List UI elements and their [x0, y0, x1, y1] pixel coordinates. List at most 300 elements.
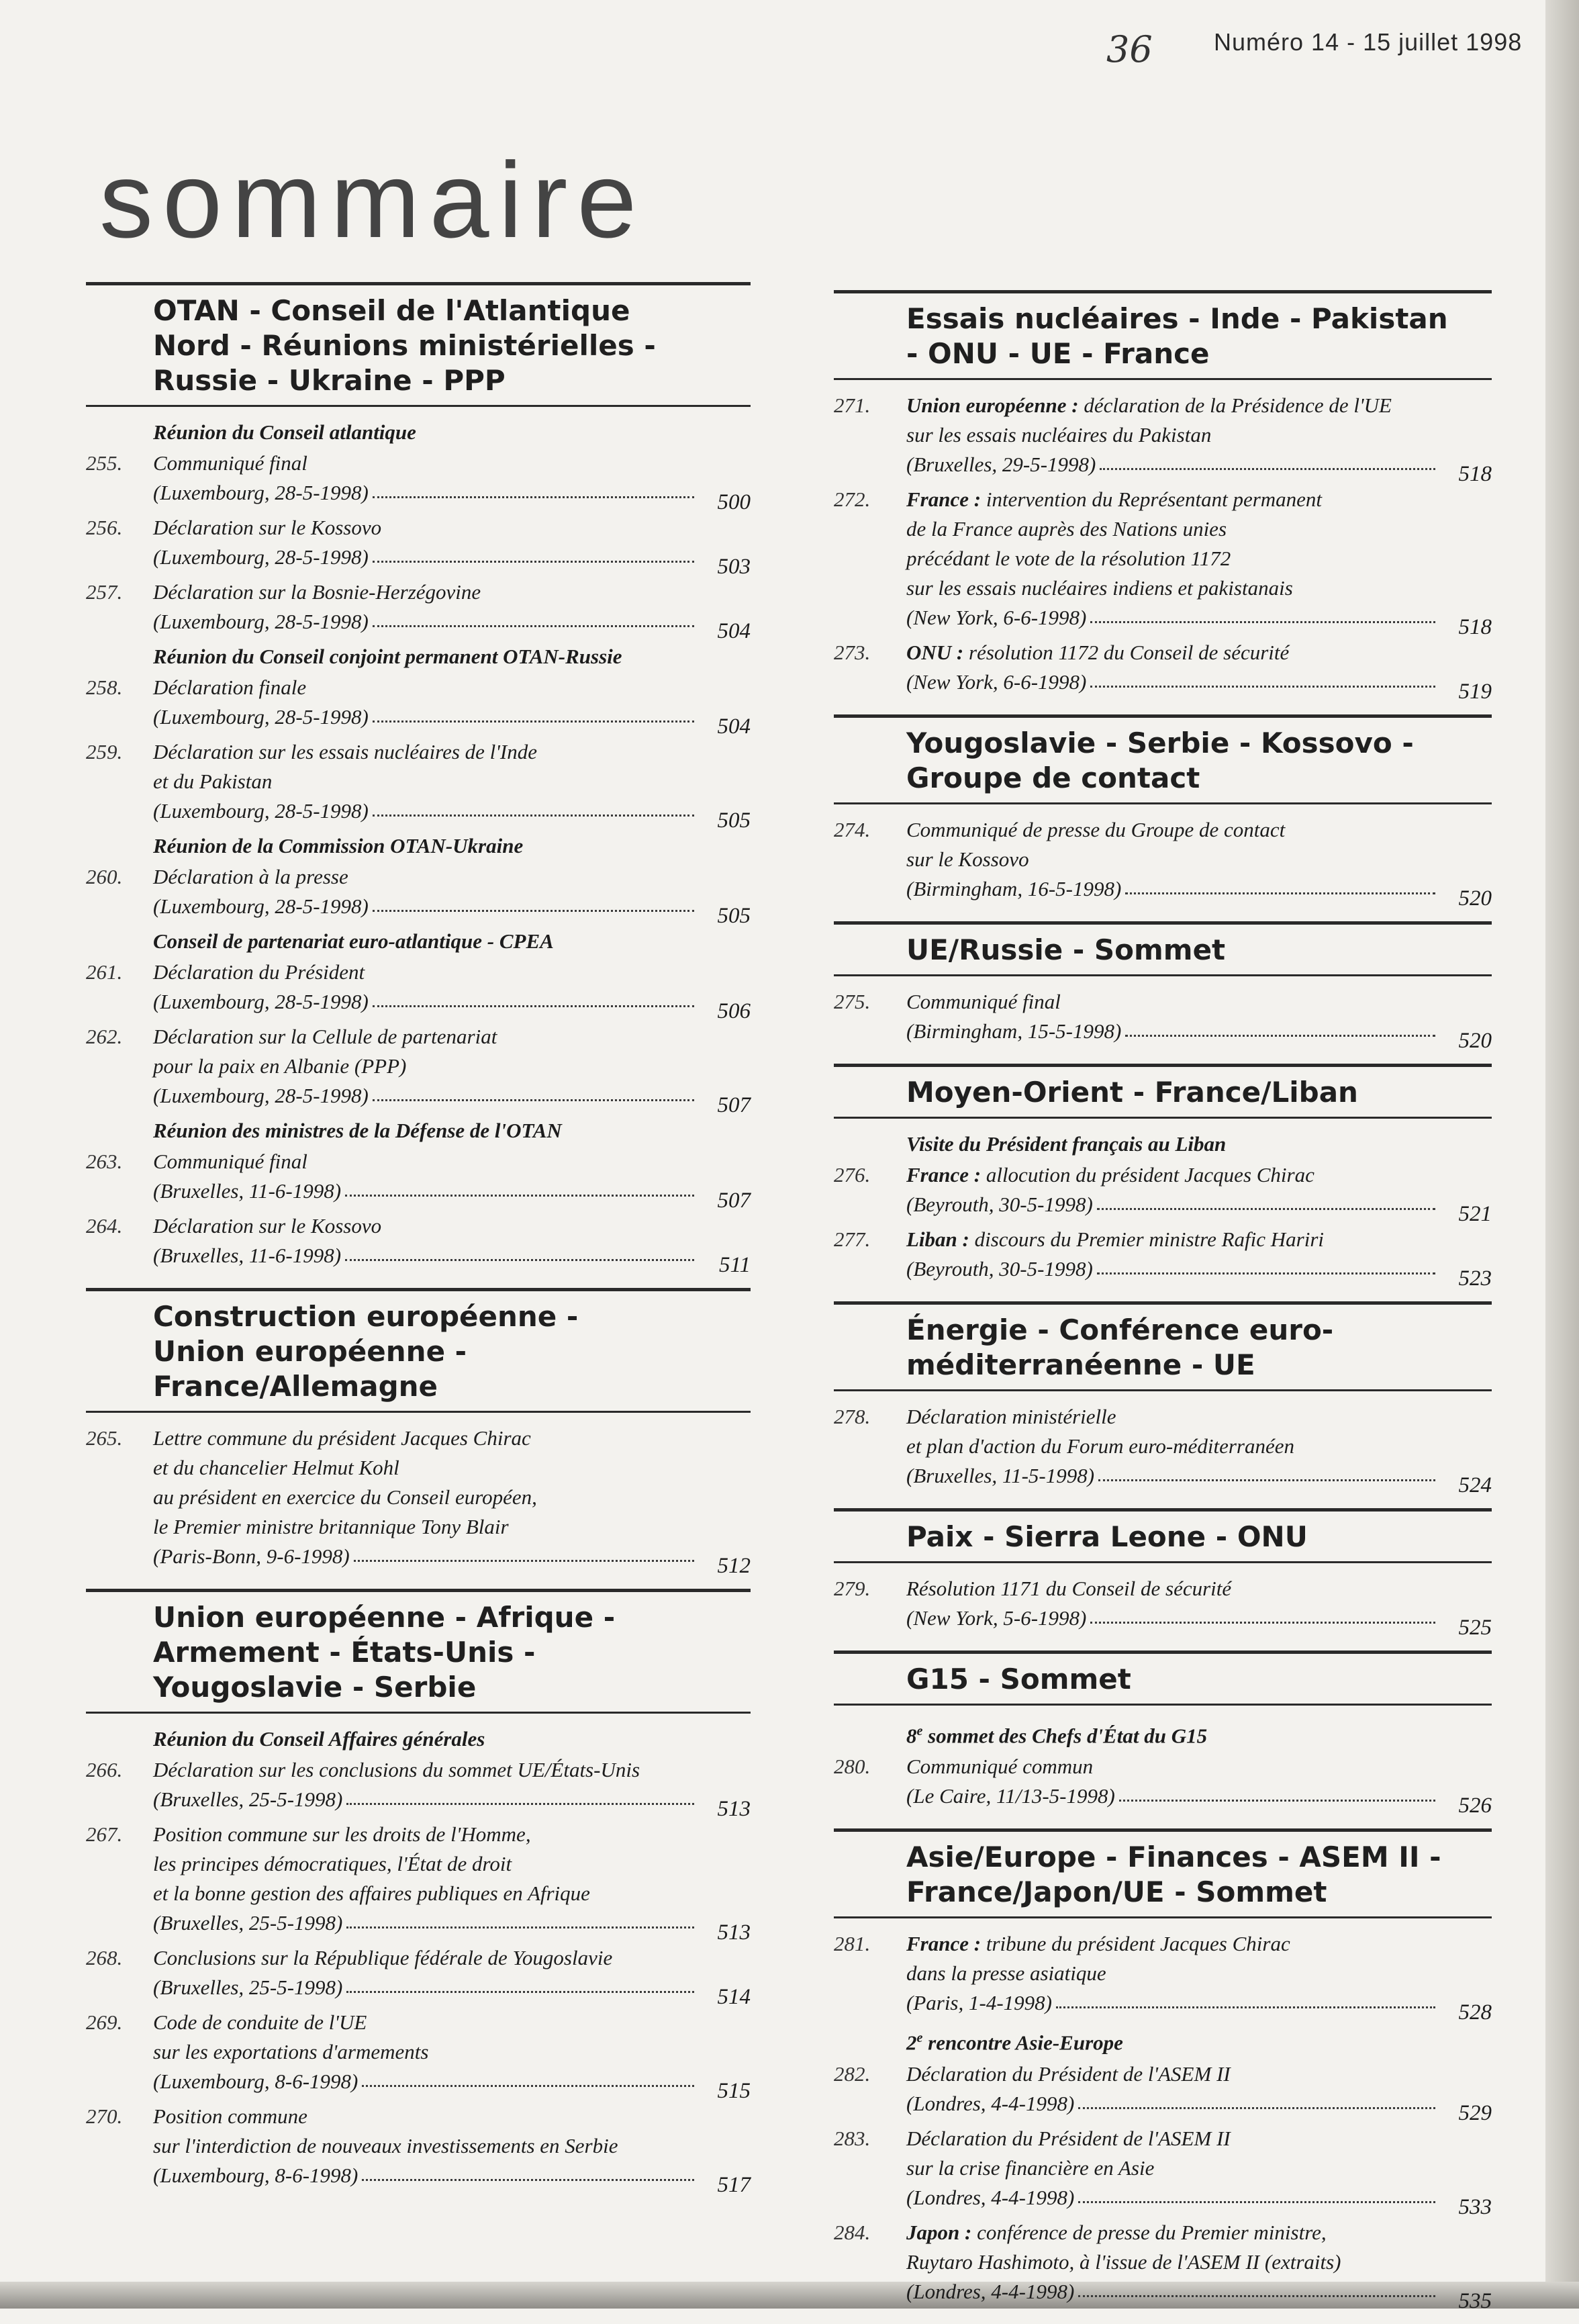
entry-title-line — [153, 2102, 751, 2131]
toc-entry[interactable] — [834, 485, 1492, 639]
group-label — [86, 642, 751, 671]
entry-page-number: 526 — [1458, 1794, 1492, 1818]
entry-lead: France : — [906, 1163, 982, 1187]
entry-number: 271. — [834, 393, 871, 417]
entry-text: allocution du président Jacques Chirac — [981, 1163, 1314, 1187]
entry-page-number: 517 — [717, 2173, 751, 2197]
dot-leader — [1090, 684, 1435, 688]
group-label-text: Réunion du Conseil Affaires générales — [153, 1727, 485, 1751]
entry-body — [153, 2008, 751, 2103]
section-title-line: OTAN - Conseil de l'Atlantique — [153, 294, 630, 327]
entry-text: de la France auprès des Nations unies — [906, 517, 1227, 541]
entry-number: 281. — [834, 1932, 871, 1956]
page-title: sommaire — [99, 140, 647, 260]
entry-page-number: 521 — [1458, 1202, 1492, 1226]
entry-place-line — [153, 2161, 751, 2197]
dot-leader — [1090, 1620, 1435, 1624]
entry-place-date: (Birmingham, 16-5-1998) — [906, 877, 1122, 900]
toc-entry[interactable] — [834, 1752, 1492, 1818]
entry-text: Déclaration du Président de l'ASEM II — [906, 2126, 1231, 2150]
toc-entry[interactable] — [834, 2218, 1492, 2313]
entry-page-number: 511 — [718, 1253, 751, 1277]
entry-body — [906, 638, 1492, 704]
entry-text: Position commune — [153, 2104, 307, 2128]
dot-leader — [373, 1004, 694, 1007]
entry-page-number: 520 — [1458, 1029, 1492, 1053]
entry-text: Communiqué final — [153, 451, 307, 475]
entry-text: et plan d'action du Forum euro-méditerranéen — [906, 1434, 1295, 1458]
entry-place-date: (Bruxelles, 25-5-1998) — [153, 1911, 343, 1935]
toc-entry[interactable] — [86, 2008, 751, 2103]
entry-text: pour la paix en Albanie (PPP) — [153, 1054, 407, 1078]
toc-entry[interactable] — [86, 1755, 751, 1821]
toc-entry[interactable] — [834, 987, 1492, 1053]
toc-entry[interactable] — [86, 577, 751, 643]
entry-text: conférence de presse du Premier ministre, — [971, 2220, 1327, 2244]
entry-page-number: 523 — [1458, 1266, 1492, 1291]
entry-place-date: (Bruxelles, 25-5-1998) — [153, 1787, 343, 1811]
toc-section — [834, 921, 1492, 1053]
toc-entry[interactable] — [86, 737, 751, 833]
entry-text: Communiqué de presse du Groupe de contact — [906, 818, 1286, 841]
right-column — [834, 290, 1492, 2324]
section-title-line: G15 - Sommet — [906, 1663, 1131, 1695]
entry-text: Déclaration sur la Cellule de partenariat — [153, 1025, 497, 1048]
entry-title-line — [153, 737, 751, 767]
entry-text: Lettre commune du président Jacques Chirac — [153, 1426, 531, 1450]
toc-section — [86, 282, 751, 1277]
toc-entry[interactable] — [86, 958, 751, 1023]
toc-entry[interactable] — [834, 1160, 1492, 1226]
entry-place-line — [153, 1973, 751, 2009]
section-header — [834, 1508, 1492, 1563]
entry-page-number: 505 — [717, 808, 751, 833]
section-header — [86, 1288, 751, 1413]
entry-body — [153, 737, 751, 833]
entry-text: Déclaration sur la Bosnie-Herzégovine — [153, 580, 481, 604]
entry-page-number: 503 — [717, 555, 751, 579]
section-title-line: France/Allemagne — [153, 1370, 438, 1403]
entry-number: 264. — [86, 1214, 123, 1238]
entry-page-number: 507 — [717, 1189, 751, 1213]
entry-number: 268. — [86, 1946, 123, 1969]
entry-number: 270. — [86, 2104, 123, 2128]
entry-text: Déclaration à la presse — [153, 865, 348, 888]
entry-page-number: 514 — [717, 1985, 751, 2009]
entry-place-date: (Paris, 1-4-1998) — [906, 1991, 1052, 2015]
entry-title-line — [153, 958, 751, 987]
entry-title-line — [906, 815, 1492, 845]
handwritten-page-number: 36 — [1106, 28, 1153, 71]
toc-section — [834, 714, 1492, 911]
entry-place-date: (Paris-Bonn, 9-6-1998) — [153, 1544, 350, 1568]
dot-leader — [346, 1990, 694, 1993]
section-title-line: Union européenne - Afrique - — [153, 1601, 616, 1634]
group-label-text: Réunion des ministres de la Défense de l'OTAN — [153, 1119, 562, 1142]
dot-leader — [1125, 1033, 1435, 1037]
dot-leader — [1078, 2200, 1435, 2203]
entry-number: 263. — [86, 1150, 123, 1173]
section-title-line: méditerranéenne - UE — [906, 1348, 1255, 1381]
group-label-ordinal: 2 — [906, 2031, 917, 2055]
entry-text: Déclaration ministérielle — [906, 1405, 1116, 1428]
entry-place-date: (Bruxelles, 11-6-1998) — [153, 1244, 342, 1267]
entry-page-number: 535 — [1458, 2288, 1492, 2313]
dot-leader — [373, 909, 694, 912]
entry-body — [906, 1225, 1492, 1291]
entry-text: et du chancelier Helmut Kohl — [153, 1456, 399, 1479]
entry-text: sur la crise financière en Asie — [906, 2155, 1155, 2180]
entry-place-date: (Luxembourg, 28-5-1998) — [153, 1084, 369, 1107]
entry-title-line — [153, 1849, 751, 1879]
dot-leader — [1100, 467, 1435, 470]
toc-entry[interactable] — [86, 1943, 751, 2009]
entry-text: Communiqué commun — [906, 1755, 1094, 1779]
entry-title-line — [906, 1225, 1492, 1254]
entry-place-line — [906, 1781, 1492, 1818]
entry-lead: France : — [906, 487, 982, 511]
group-label — [86, 418, 751, 447]
group-label — [834, 1716, 1492, 1751]
group-label-text: Réunion du Conseil conjoint permanent OTAN-Russie — [153, 645, 622, 668]
entry-place-date: (Bruxelles, 29-5-1998) — [906, 453, 1096, 476]
section-title-line: France/Japon/UE - Sommet — [906, 1875, 1327, 1909]
entry-title-line — [906, 1959, 1492, 1988]
entry-page-number: 512 — [717, 1554, 751, 1578]
entry-number: 279. — [834, 1577, 871, 1600]
section-header — [834, 290, 1492, 380]
entry-place-line — [906, 2277, 1492, 2313]
entry-title-line — [153, 1820, 751, 1849]
entry-body — [906, 815, 1492, 911]
entry-title-line — [153, 1453, 751, 1483]
entry-page-number: 515 — [717, 2079, 751, 2103]
entry-text: le Premier ministre britannique Tony Blair — [153, 1515, 509, 1538]
dot-leader — [354, 1559, 694, 1562]
toc-entry[interactable] — [86, 2102, 751, 2197]
entry-body — [906, 1929, 1492, 2025]
toc-entry[interactable] — [86, 862, 751, 928]
entry-title-line — [153, 577, 751, 607]
entry-text: précédant le vote de la résolution 1172 — [906, 547, 1231, 570]
section-title-line: Yougoslavie - Serbie - Kossovo - — [906, 727, 1414, 759]
entry-text: sur les essais nucléaires indiens et pakistanais — [906, 576, 1293, 600]
entry-text: sur le Kossovo — [906, 847, 1029, 871]
entry-text: Déclaration sur le Kossovo — [153, 516, 382, 539]
dot-leader — [1090, 620, 1435, 623]
section-title-line: Groupe de contact — [906, 761, 1200, 794]
entry-place-line — [906, 1461, 1492, 1497]
entry-page-number: 500 — [717, 490, 751, 514]
entry-number: 266. — [86, 1758, 123, 1781]
entry-place-line — [906, 1190, 1492, 1226]
entry-place-date: (Londres, 4-4-1998) — [906, 2279, 1075, 2303]
entry-text: au président en exercice du Conseil européen, — [153, 1485, 537, 1509]
entry-body — [153, 577, 751, 643]
entry-place-line — [153, 1908, 751, 1945]
entry-page-number: 504 — [717, 714, 751, 739]
section-title-line: Énergie - Conférence euro- — [906, 1313, 1334, 1346]
entry-text: et la bonne gestion des affaires publiques en Afrique — [153, 1881, 590, 1905]
entry-body — [153, 1755, 751, 1821]
entry-place-line — [153, 2067, 751, 2103]
toc-entry[interactable] — [834, 2059, 1492, 2125]
section-header — [834, 714, 1492, 804]
entry-page-number: 525 — [1458, 1616, 1492, 1640]
entry-place-date: (Luxembourg, 28-5-1998) — [153, 610, 369, 633]
entry-title-line — [153, 1755, 751, 1785]
toc-entry[interactable] — [86, 1820, 751, 1945]
entry-title-line — [153, 862, 751, 892]
entry-place-line — [153, 1785, 751, 1821]
entry-place-date: (Luxembourg, 28-5-1998) — [153, 705, 369, 729]
section-title-line: Paix - Sierra Leone - ONU — [906, 1520, 1308, 1553]
entry-number: 269. — [86, 2010, 123, 2034]
entry-body — [153, 958, 751, 1023]
toc-section — [86, 1288, 751, 1578]
entry-title-line — [906, 1402, 1492, 1432]
group-label-text: Réunion du Conseil atlantique — [153, 420, 416, 444]
dot-leader — [1097, 1207, 1435, 1210]
entry-number: 265. — [86, 1426, 123, 1450]
entry-title-line — [153, 1943, 751, 1973]
dot-leader — [373, 559, 694, 563]
toc-section — [834, 1064, 1492, 1291]
group-label-text: Conseil de partenariat euro-atlantique - CPEA — [153, 929, 554, 953]
entry-place-date: (Luxembourg, 8-6-1998) — [153, 2164, 358, 2187]
entry-page-number: 518 — [1458, 615, 1492, 639]
entry-number: 277. — [834, 1227, 871, 1251]
toc-entry[interactable] — [86, 673, 751, 739]
entry-place-date: (New York, 6-6-1998) — [906, 606, 1087, 629]
toc-entry[interactable] — [834, 815, 1492, 911]
entry-page-number: 519 — [1458, 680, 1492, 704]
entry-body — [153, 862, 751, 928]
group-label-text: Réunion de la Commission OTAN-Ukraine — [153, 834, 524, 857]
entry-number: 280. — [834, 1755, 871, 1779]
entry-title-line — [153, 449, 751, 478]
dot-leader — [1078, 2106, 1435, 2109]
toc-entry[interactable] — [86, 1424, 751, 1578]
entry-text: Déclaration sur le Kossovo — [153, 1214, 382, 1238]
entry-page-number: 528 — [1458, 2000, 1492, 2025]
toc-entry[interactable] — [86, 1022, 751, 1117]
entry-title-line — [153, 1147, 751, 1176]
entry-number: 256. — [86, 516, 123, 539]
entry-place-date: (Luxembourg, 8-6-1998) — [153, 2070, 358, 2093]
entry-place-date: (Beyrouth, 30-5-1998) — [906, 1193, 1093, 1216]
entry-title-line — [906, 391, 1492, 420]
section-header — [86, 282, 751, 407]
toc-section — [834, 290, 1492, 704]
toc-entry[interactable] — [834, 1574, 1492, 1640]
entry-title-line — [906, 1432, 1492, 1461]
section-title-line: Nord - Réunions ministérielles - — [153, 329, 656, 362]
entry-title-line — [906, 420, 1492, 450]
entry-body — [153, 1211, 751, 1277]
dot-leader — [345, 1193, 694, 1197]
dot-leader — [362, 2084, 694, 2087]
entry-text: sur l'interdiction de nouveaux investissements en Serbie — [153, 2134, 618, 2157]
entry-text: résolution 1172 du Conseil de sécurité — [963, 641, 1290, 664]
entry-number: 274. — [834, 818, 871, 841]
dot-leader — [345, 1258, 694, 1261]
dot-leader — [362, 2178, 694, 2181]
group-label — [86, 831, 751, 861]
entry-number: 255. — [86, 451, 123, 475]
section-title-line: Yougoslavie - Serbie — [153, 1671, 477, 1704]
entry-place-date: (Londres, 4-4-1998) — [906, 2185, 1075, 2209]
entry-body — [906, 2124, 1492, 2219]
entry-body — [153, 513, 751, 579]
entry-body — [153, 1943, 751, 2009]
entry-body — [153, 1424, 751, 1578]
group-label-text: rencontre Asie-Europe — [922, 2031, 1123, 2055]
toc-section — [834, 1508, 1492, 1640]
toc-entry[interactable] — [86, 1147, 751, 1213]
entry-place-line — [906, 2183, 1492, 2219]
entry-place-line — [906, 1988, 1492, 2025]
entry-body — [906, 987, 1492, 1053]
entry-body — [906, 2059, 1492, 2125]
entry-body — [906, 485, 1492, 639]
entry-title-line — [153, 2008, 751, 2037]
entry-body — [153, 1147, 751, 1213]
dot-leader — [1125, 891, 1435, 894]
entry-place-date: (New York, 5-6-1998) — [906, 1606, 1087, 1630]
entry-page-number: 507 — [717, 1093, 751, 1117]
entry-number: 259. — [86, 740, 123, 763]
entry-page-number: 520 — [1458, 886, 1492, 911]
entry-page-number: 504 — [717, 619, 751, 643]
entry-body — [906, 1752, 1492, 1818]
toc-section — [834, 1651, 1492, 1818]
section-title-line: Moyen-Orient - France/Liban — [906, 1076, 1358, 1109]
entry-number: 275. — [834, 990, 871, 1013]
group-label — [86, 927, 751, 956]
toc-entry[interactable] — [834, 2124, 1492, 2219]
section-title-line: Asie/Europe - Finances - ASEM II - — [906, 1841, 1441, 1874]
dot-leader — [346, 1925, 694, 1928]
toc-entry[interactable] — [834, 391, 1492, 486]
entry-place-line — [153, 478, 751, 514]
entry-number: 258. — [86, 676, 123, 699]
entry-place-line — [153, 1542, 751, 1578]
entry-title-line — [906, 845, 1492, 874]
entry-text: Communiqué final — [906, 990, 1061, 1013]
toc-entry[interactable] — [834, 1225, 1492, 1291]
entry-place-line — [906, 1017, 1492, 1053]
entry-title-line — [906, 573, 1492, 603]
section-title-line: Russie - Ukraine - PPP — [153, 364, 506, 397]
entry-text: et du Pakistan — [153, 770, 273, 793]
entry-place-line — [153, 607, 751, 643]
entry-lead: France : — [906, 1932, 982, 1956]
toc-entry[interactable] — [834, 1402, 1492, 1497]
entry-title-line — [153, 513, 751, 543]
entry-place-line — [153, 702, 751, 739]
entry-text: sur les exportations d'armements — [153, 2040, 429, 2063]
section-header — [834, 1828, 1492, 1918]
dot-leader — [1056, 2005, 1435, 2008]
entry-text: les principes démocratiques, l'État de droit — [153, 1852, 512, 1875]
entry-body — [153, 1022, 751, 1117]
entry-place-date: (Bruxelles, 25-5-1998) — [153, 1976, 343, 1999]
entry-lead: Liban : — [906, 1227, 969, 1251]
entry-title-line — [906, 1929, 1492, 1959]
entry-body — [153, 673, 751, 739]
entry-text: Communiqué final — [153, 1150, 307, 1173]
entry-text: dans la presse asiatique — [906, 1961, 1106, 1986]
entry-title-line — [906, 1752, 1492, 1781]
entry-text: Résolution 1171 du Conseil de sécurité — [906, 1577, 1232, 1600]
entry-title-line — [906, 485, 1492, 514]
group-label-ordinal: 8 — [906, 1724, 917, 1748]
dot-leader — [373, 624, 694, 627]
entry-title-line — [153, 2037, 751, 2067]
entry-body — [906, 1402, 1492, 1497]
entry-text: Code de conduite de l'UE — [153, 2010, 367, 2034]
group-label — [86, 1116, 751, 1146]
entry-number: 260. — [86, 865, 123, 888]
section-header — [834, 1651, 1492, 1706]
toc-entry[interactable] — [86, 1211, 751, 1277]
entry-title-line — [906, 544, 1492, 573]
group-label-text: Visite du Président français au Liban — [906, 1132, 1227, 1156]
left-column — [86, 282, 751, 2208]
entry-page-number: 533 — [1458, 2194, 1492, 2219]
entry-title-line — [153, 1052, 751, 1081]
section-title-line: Essais nucléaires - Inde - Pakistan — [906, 302, 1448, 335]
entry-title-line — [153, 767, 751, 796]
entry-place-date: (Birmingham, 15-5-1998) — [906, 1019, 1122, 1043]
entry-number: 261. — [86, 960, 123, 984]
entry-title-line — [153, 1424, 751, 1453]
entry-title-line — [153, 2131, 751, 2161]
toc-entry[interactable] — [86, 513, 751, 579]
group-label-text: sommet des Chefs d'État du G15 — [922, 1724, 1208, 1748]
entry-text: déclaration de la Présidence de l'UE — [1078, 393, 1392, 417]
entry-place-date: (Luxembourg, 28-5-1998) — [153, 545, 369, 569]
toc-entry[interactable] — [834, 1929, 1492, 2025]
entry-place-date: (Bruxelles, 11-5-1998) — [906, 1464, 1095, 1487]
entry-place-line — [153, 543, 751, 579]
entry-text: tribune du président Jacques Chirac — [981, 1932, 1290, 1956]
entry-page-number: 524 — [1458, 1473, 1492, 1497]
entry-page-number: 518 — [1458, 462, 1492, 486]
toc-entry[interactable] — [86, 449, 751, 514]
dot-leader — [1119, 1798, 1435, 1802]
entry-place-line — [153, 892, 751, 928]
entry-body — [153, 449, 751, 514]
entry-place-date: (Beyrouth, 30-5-1998) — [906, 1257, 1093, 1281]
group-label-superscript: e — [916, 1724, 923, 1738]
entry-text: Déclaration du Président — [153, 960, 365, 984]
entry-place-line — [906, 1254, 1492, 1291]
entry-title-line — [153, 1512, 751, 1542]
entry-page-number: 506 — [717, 999, 751, 1023]
entry-lead: Union européenne : — [906, 393, 1079, 417]
entry-text: Déclaration sur les conclusions du sommet UE/États-Unis — [153, 1758, 640, 1781]
entry-title-line — [906, 638, 1492, 667]
toc-entry[interactable] — [834, 638, 1492, 704]
entry-number: 257. — [86, 580, 123, 604]
entry-place-date: (Bruxelles, 11-6-1998) — [153, 1179, 342, 1203]
entry-text: Position commune sur les droits de l'Homme, — [153, 1822, 531, 1846]
entry-place-date: (Le Caire, 11/13-5-1998) — [906, 1784, 1115, 1808]
entry-place-date: (Luxembourg, 28-5-1998) — [153, 990, 369, 1013]
entry-text: sur les essais nucléaires du Pakistan — [906, 423, 1212, 447]
